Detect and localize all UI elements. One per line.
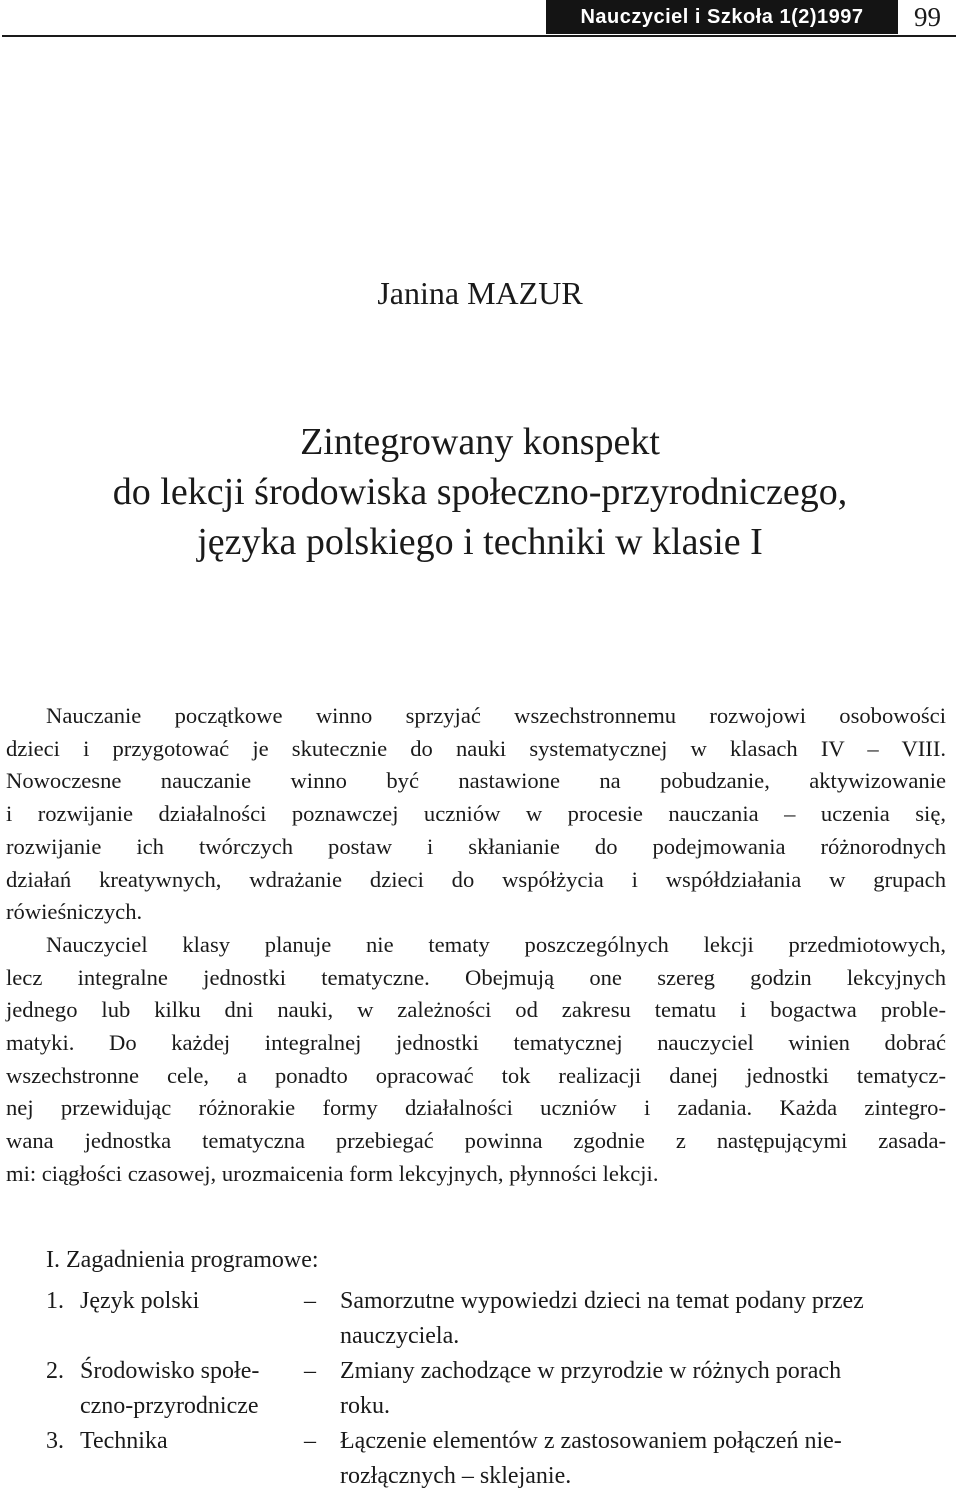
paragraph-line: działań kreatywnych, wdrażanie dzieci do współżycia i współdziałania w grupach bbox=[6, 866, 946, 892]
paragraph-line: rówieśniczych. bbox=[6, 899, 143, 925]
journal-name: Nauczyciel i Szkoła 1(2)1997 bbox=[580, 6, 864, 28]
paragraph-line: Nowoczesne nauczanie winno być nastawione na pobudzanie, aktywizowanie bbox=[6, 768, 946, 794]
subject-line: Środowisko społe- bbox=[80, 1358, 260, 1384]
item-number: 3. bbox=[46, 1428, 64, 1454]
list-item bbox=[46, 1284, 950, 1354]
subject-line: Technika bbox=[80, 1428, 168, 1454]
description-line: Łączenie elementów z zastosowaniem połączeń nie- bbox=[340, 1428, 842, 1454]
description-line: roku. bbox=[340, 1393, 390, 1419]
paragraph-line: lecz integralne jednostki tematyczne. Obejmują one szereg godzin lekcyjnych bbox=[6, 964, 946, 990]
paragraph-line: Nauczanie początkowe winno sprzyjać wszechstronnemu rozwojowi osobowości bbox=[46, 703, 946, 728]
item-dash: – bbox=[304, 1288, 316, 1314]
item-subject bbox=[80, 1424, 320, 1459]
item-subject bbox=[80, 1354, 320, 1424]
item-description bbox=[340, 1354, 950, 1424]
page-number: 99 bbox=[914, 2, 941, 32]
section-heading: I. Zagadnienia programowe: bbox=[46, 1247, 319, 1273]
item-number: 1. bbox=[46, 1288, 64, 1314]
list-item bbox=[46, 1424, 950, 1494]
subject-line: czno-przyrodnicze bbox=[80, 1393, 259, 1419]
list-item bbox=[46, 1354, 950, 1424]
item-number: 2. bbox=[46, 1358, 64, 1384]
paragraph-line: rozwijanie ich twórczych postaw i skłanianie do podejmowania różnorodnych bbox=[6, 833, 946, 859]
paragraph-line: nej przewidując różnorakie formy działalności uczniów i zadania. Każda zintegro- bbox=[6, 1095, 946, 1121]
title-line: Zintegrowany konspekt bbox=[300, 421, 660, 463]
program-list bbox=[46, 1284, 950, 1494]
item-description bbox=[340, 1284, 950, 1354]
paragraph-line: i rozwijanie działalności poznawczej uczniów w procesie nauczania – uczenia się, bbox=[6, 801, 946, 827]
description-line: rozłącznych – sklejanie. bbox=[340, 1463, 572, 1489]
header-rule bbox=[2, 35, 956, 37]
paragraph-line: matyki. Do każdej integralnej jednostki tematycznej nauczyciel winien dobrać bbox=[6, 1030, 946, 1056]
item-description bbox=[340, 1424, 950, 1494]
paragraph-line: dzieci i przygotować je skutecznie do nauki systematycznej w klasach IV – VIII. bbox=[6, 735, 946, 761]
paragraph-line: jednego lub kilku dni nauki, w zależności od zakresu tematu i bogactwa proble- bbox=[6, 997, 946, 1023]
author-name: Janina MAZUR bbox=[377, 275, 583, 311]
body-text bbox=[6, 700, 946, 1191]
journal-header-bar bbox=[546, 0, 898, 34]
item-dash: – bbox=[304, 1428, 316, 1454]
paragraph-line: wana jednostka tematyczna przebiegać powinna zgodnie z następującymi zasada- bbox=[6, 1128, 946, 1154]
article-title bbox=[0, 417, 960, 567]
paragraph-line: mi: ciągłości czasowej, urozmaicenia form lekcyjnych, płynności lekcji. bbox=[6, 1160, 659, 1186]
item-subject bbox=[80, 1284, 320, 1319]
item-dash: – bbox=[304, 1358, 316, 1384]
description-line: nauczyciela. bbox=[340, 1323, 460, 1349]
description-line: Zmiany zachodzące w przyrodzie w różnych porach bbox=[340, 1358, 842, 1384]
title-line: języka polskiego i techniki w klasie I bbox=[197, 521, 763, 563]
title-line: do lekcji środowiska społeczno-przyrodniczego, bbox=[112, 471, 848, 513]
paragraph-line: Nauczyciel klasy planuje nie tematy poszczególnych lekcji przedmiotowych, bbox=[46, 931, 946, 957]
paragraph-line: wszechstronne cele, a ponadto opracować tok realizacji danej jednostki tematycz- bbox=[6, 1062, 946, 1088]
description-line: Samorzutne wypowiedzi dzieci na temat podany przez bbox=[340, 1288, 864, 1314]
subject-line: Język polski bbox=[80, 1288, 200, 1314]
